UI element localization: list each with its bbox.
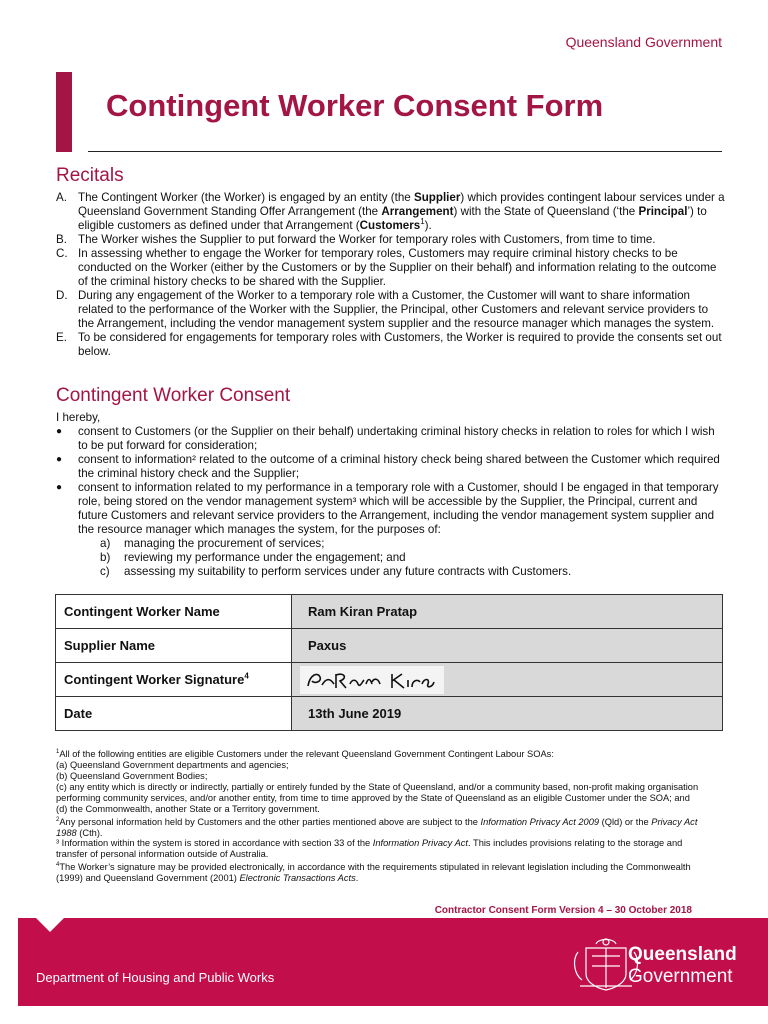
purpose-letter: b) <box>100 551 111 564</box>
supplier-name-label: Supplier Name <box>56 629 292 663</box>
purpose-text: reviewing my performance under the engagement; and <box>124 551 406 564</box>
signature-image <box>300 666 444 694</box>
recital-item <box>56 331 726 359</box>
title-divider <box>88 151 722 152</box>
page-title: Contingent Worker Consent Form <box>106 88 604 123</box>
consent-bullet <box>56 425 726 453</box>
recital-text: In assessing whether to engage the Worker for temporary roles, Customers may require criminal history checks to be conducted on the Worker (either by the Customers or by the Supplier on their behalf) and information relating to the outcome of the criminal history checks to be shared with the Supplier. <box>78 247 717 288</box>
footnote-2: $^2$Any personal information held by Customers and the other parties mentioned above are subject to the Information Privacy Act 2009 (Qld) or the Privacy Act 1988 (Cth). <box>56 816 698 838</box>
recital-letter: E. <box>56 331 67 344</box>
signature-field[interactable] <box>292 663 723 697</box>
header-org: Queensland Government <box>565 34 722 50</box>
bullet-icon: ● <box>56 454 63 465</box>
department-name: Department of Housing and Public Works <box>36 970 275 985</box>
form-version: Contractor Consent Form Version 4 – 30 October 2018 <box>434 905 692 916</box>
recital-item <box>56 289 726 331</box>
worker-name-field[interactable]: Ram Kiran Pratap <box>292 595 723 629</box>
purpose-letter: a) <box>100 537 111 550</box>
bullet-icon: ● <box>56 482 63 493</box>
consent-bullet <box>56 481 726 537</box>
footnote-1d: (d) the Commonwealth, another State or a Territory government. <box>56 803 320 814</box>
recital-item <box>56 191 726 233</box>
recital-letter: A. <box>56 191 67 204</box>
footnote-1a: (a) Queensland Government departments and agencies; <box>56 760 289 770</box>
consent-bullet-text: consent to information related to my performance in a temporary role with a Customer, should I be engaged in that temporary role, being stored on the vendor management system³ which will be accessible by the Supplier, the Principal, current and future Customers and relevant service providers to the Arrangement, including the vendor management system supplier and the resource manager which manages the system, for the purposes of: <box>78 481 719 536</box>
table-row <box>56 595 723 629</box>
table-row <box>56 629 723 663</box>
footnotes <box>56 747 706 884</box>
purpose-item <box>100 551 726 565</box>
footnote-2-text: Any personal information held by Customers and the other parties mentioned above are subject to the Information Privacy Act 2009 (Qld) or the Privacy Act 1988 (Cth). <box>56 816 698 838</box>
recital-text: To be considered for engagements for temporary roles with Customers, the Worker is required to provide the consents set out below. <box>78 331 722 358</box>
supplier-name-field[interactable]: Paxus <box>292 629 723 663</box>
footnote-1c: (c) any entity which is directly or indirectly, partially or entirely funded by the State of Queensland, and/or a community based, non-profit making organisation performing community services, and/or another entity, from time to time approved by the State of Queensland as an eligible Customer under the SOA; and <box>56 781 699 803</box>
date-label: Date <box>56 697 292 731</box>
handwritten-signature <box>300 666 444 694</box>
signature-label-text: Contingent Worker Signature <box>64 672 245 687</box>
purpose-text: managing the procurement of services; <box>124 537 325 550</box>
purpose-letter: c) <box>100 565 110 578</box>
recital-text: During any engagement of the Worker to a temporary role with a Customer, the Customer will want to share information related to the performance of the Worker with the Supplier, the Principal, other Customers and relevant service providers to the Arrangement, including the vendor management system supplier and the resource manager which manages the system. <box>78 289 715 330</box>
footer-notch <box>36 918 64 932</box>
consent-heading: Contingent Worker Consent <box>56 385 291 406</box>
consent-bullet <box>56 453 726 481</box>
consent-bullet-text: consent to information² related to the outcome of a criminal history check being shared between the Customer which required the criminal history check and the Supplier; <box>78 453 720 480</box>
purpose-item <box>100 537 726 551</box>
qld-logo-line2: Government <box>628 966 733 987</box>
recital-letter: C. <box>56 247 68 260</box>
recitals-heading: Recitals <box>56 165 124 186</box>
footnote-4-text: The Worker’s signature may be provided electronically, in accordance with the requirements stipulated in relevant legislation including the Commonwealth (1999) and Queensland Government (2001) Electronic Transactions Acts. <box>56 862 691 884</box>
recital-letter: D. <box>56 289 68 302</box>
table-row <box>56 697 723 731</box>
footnote-1b: (b) Queensland Government Bodies; <box>56 770 208 781</box>
worker-name-label: Contingent Worker Name <box>56 595 292 629</box>
footnote-4: $^4$The Worker’s signature may be provided electronically, in accordance with the requirements stipulated in relevant legislation including the Commonwealth (1999) and Queensland Government (2001) Electronic Transactions Acts. <box>56 862 691 884</box>
signature-label <box>56 663 292 697</box>
footnote-1: $^1$All of the following entities are eligible Customers under the relevant Queensland Government Contingent Labour SOAs: <box>56 749 554 760</box>
table-row <box>56 663 723 697</box>
qld-logo-text <box>628 944 737 988</box>
consent-intro: I hereby, <box>56 411 101 424</box>
worker-details-table <box>55 594 723 731</box>
recital-text: The Contingent Worker (the Worker) is engaged by an entity (the Supplier) which provides contingent labour services under a Queensland Government Standing Offer Arrangement (the Arrangement) with the State of Queensland (‘the Principal’) to eligible customers as defined under that Arrangement (Customers$^1$). <box>78 191 725 232</box>
recital-letter: B. <box>56 233 67 246</box>
consent-bullet-text: consent to Customers (or the Supplier on their behalf) undertaking criminal history checks in relation to roles for which I wish to be put forward for consideration; <box>78 425 715 452</box>
footnote-3: ³ Information within the system is stored in accordance with section 33 of the Information Privacy Act. This includes provisions relating to the storage and transfer of personal information outside of Australia. <box>56 838 683 860</box>
recitals-list <box>56 191 726 359</box>
recital-text: The Worker wishes the Supplier to put forward the Worker for temporary roles with Customers, from time to time. <box>78 233 656 246</box>
footnote-1-text: All of the following entities are eligible Customers under the relevant Queensland Government Contingent Labour SOAs: <box>59 749 554 760</box>
date-field[interactable]: 13th June 2019 <box>292 697 723 731</box>
bullet-icon: ● <box>56 426 63 437</box>
consent-section <box>56 411 726 579</box>
recital-item <box>56 233 726 247</box>
signature-footnote-ref: 4 <box>244 671 249 681</box>
purpose-text: assessing my suitability to perform services under any future contracts with Customers. <box>124 565 572 578</box>
purpose-item <box>100 565 726 579</box>
title-accent-bar <box>56 72 72 152</box>
qld-logo-line1: Queensland <box>628 944 737 965</box>
recital-item <box>56 247 726 289</box>
